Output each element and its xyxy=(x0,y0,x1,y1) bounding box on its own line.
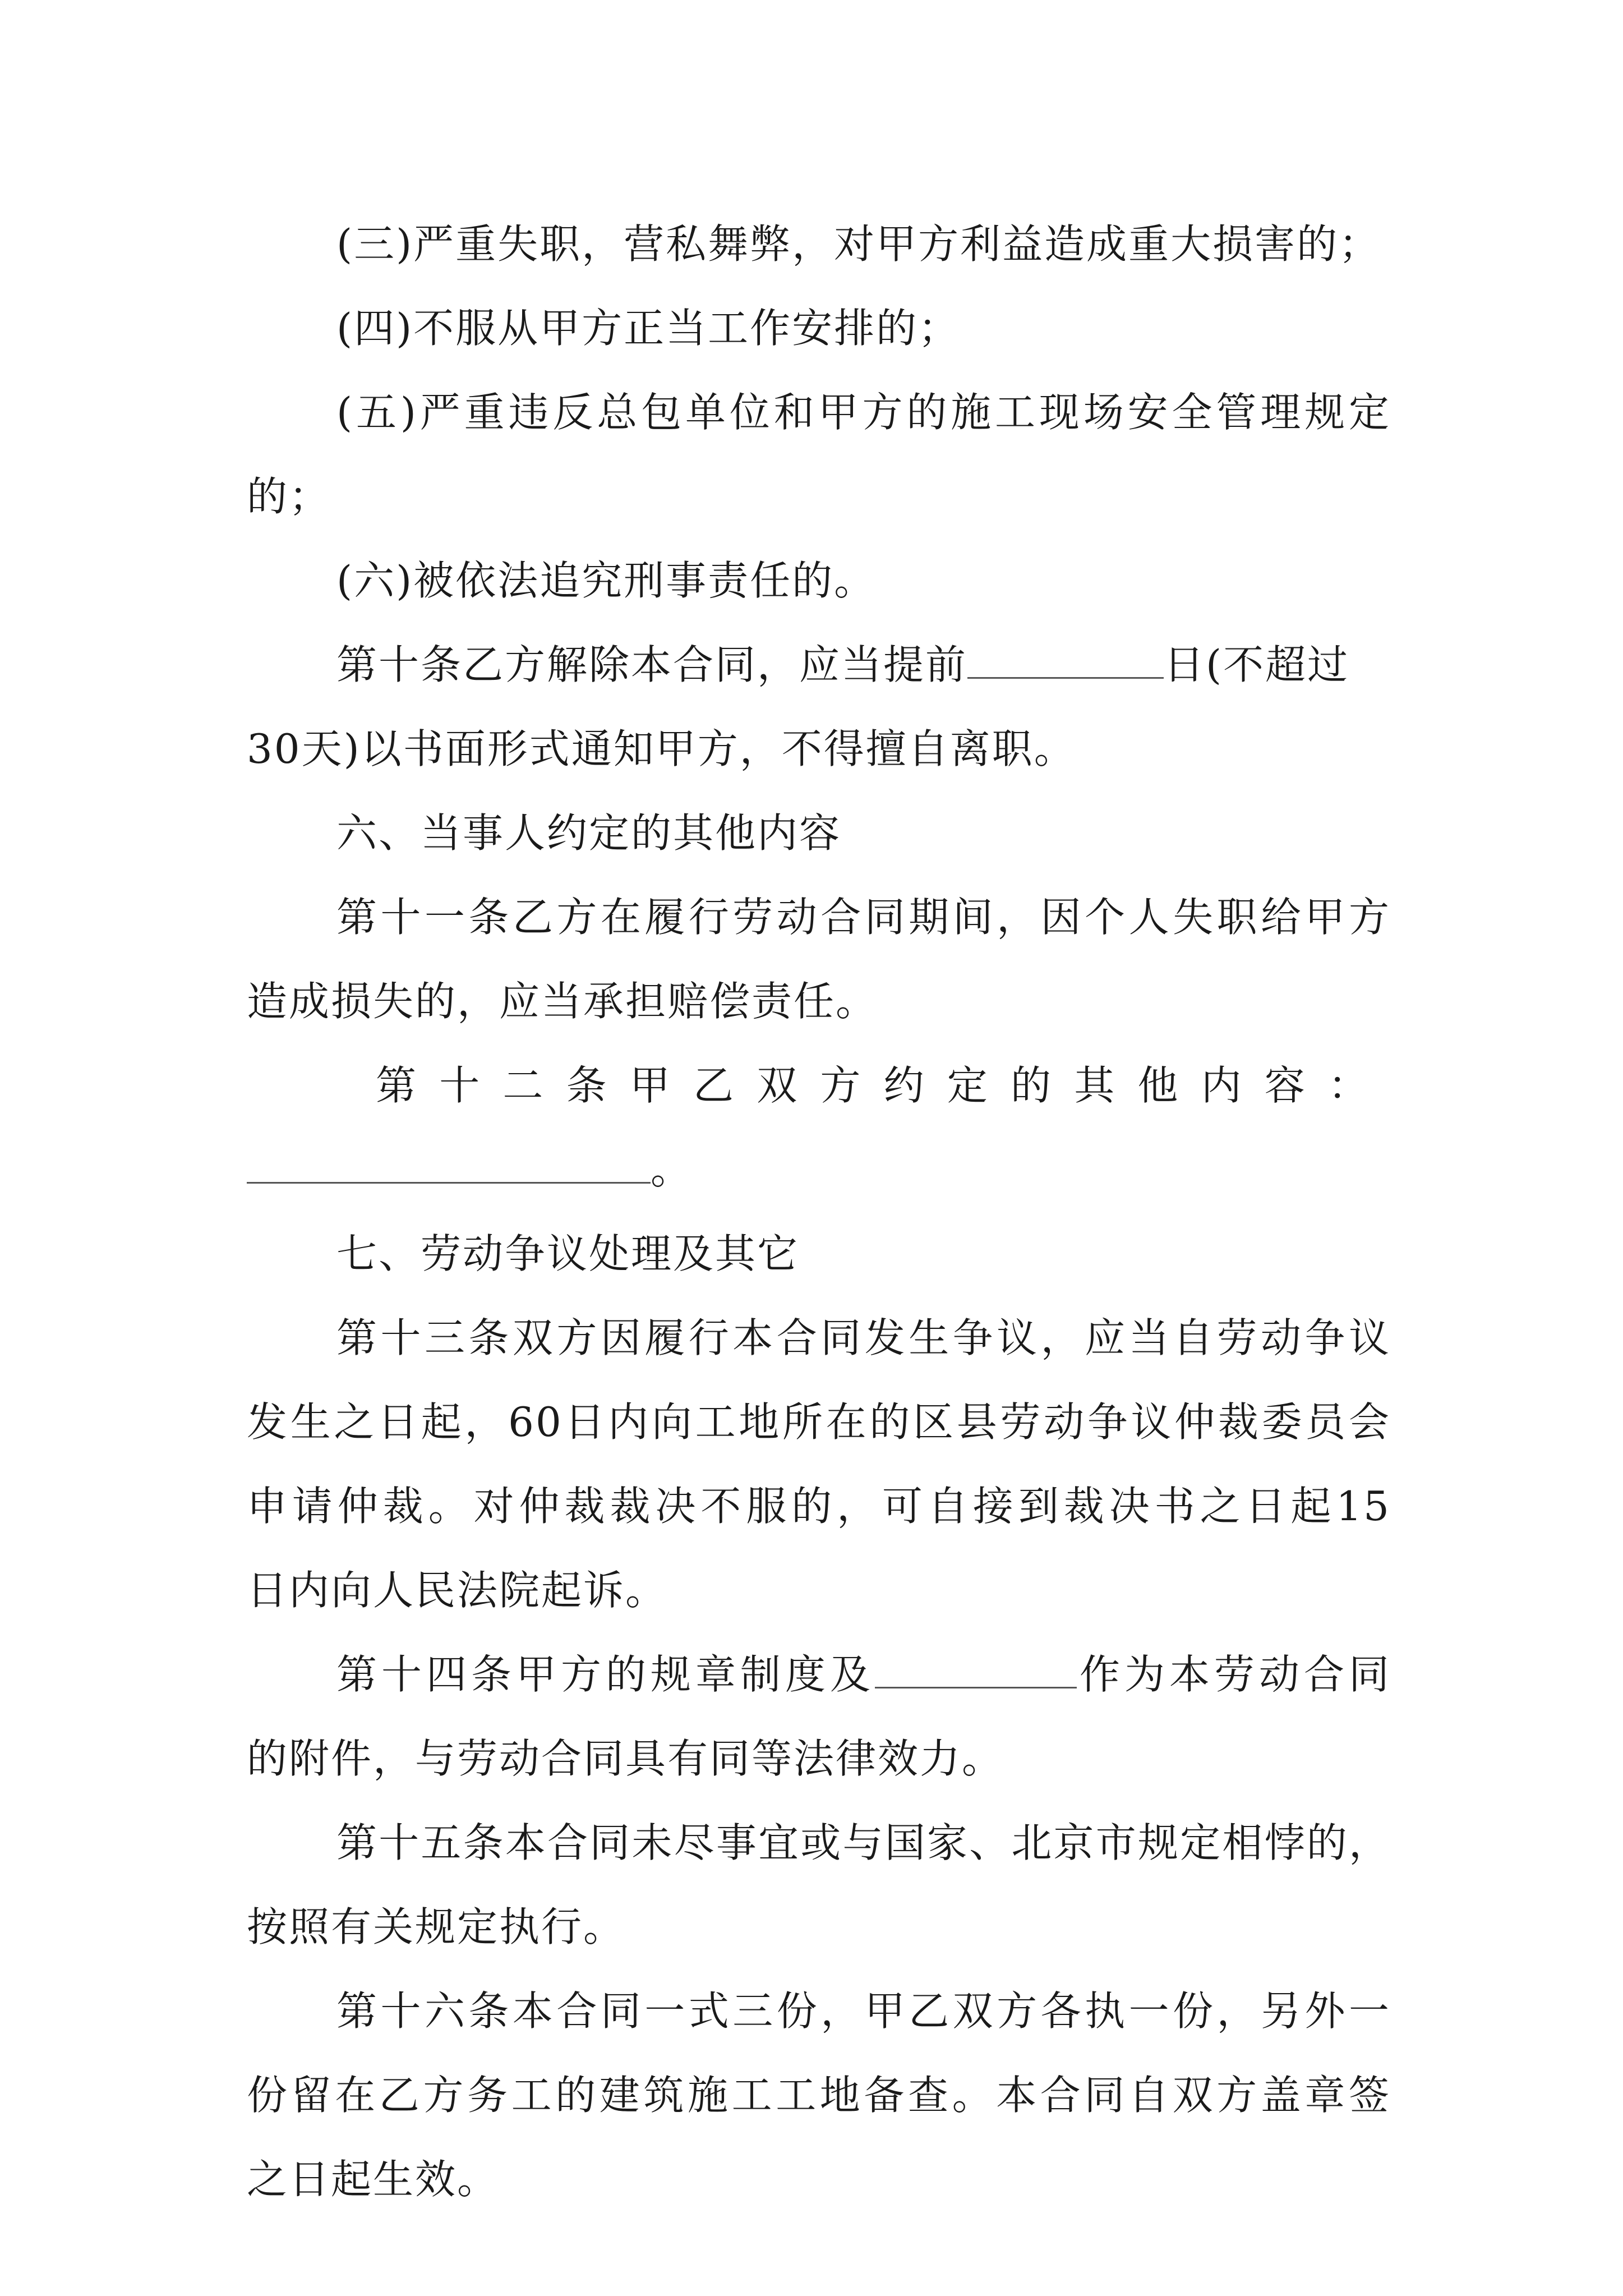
article-13-cont-2: 申请仲裁。对仲裁裁决不服的，可自接到裁决书之日起15 xyxy=(247,1483,1391,1530)
article-13-cont-3: 日内向人民法院起诉。 xyxy=(247,1567,668,1614)
article-11: 第十一条乙方在履行劳动合同期间，因个人失职给甲方 xyxy=(336,894,1391,941)
article-10-text-a: 第十条乙方解除本合同，应当提前 xyxy=(336,641,968,688)
clause-item-6: (六)被依法追究刑事责任的。 xyxy=(336,557,877,604)
article-14-text-b: 作为本劳动合同 xyxy=(1076,1651,1391,1698)
article-13: 第十三条双方因履行本合同发生争议，应当自劳动争议 xyxy=(336,1314,1391,1361)
article-11-cont: 造成损失的，应当承担赔偿责任。 xyxy=(247,978,878,1025)
section-7-heading: 七、劳动争议处理及其它 xyxy=(336,1230,800,1277)
article-10 xyxy=(336,623,1391,707)
article-14-cont: 的附件，与劳动合同具有同等法律效力。 xyxy=(247,1735,1004,1782)
article-16-cont-2: 之日起生效。 xyxy=(247,2156,500,2203)
article-10-text-b: 日(不超过 xyxy=(1164,641,1350,688)
article-12-cont xyxy=(247,1128,1391,1212)
article-14-text-a: 第十四条甲方的规章制度及 xyxy=(336,1651,875,1698)
clause-item-5: (五)严重违反总包单位和甲方的施工现场安全管理规定 xyxy=(336,389,1391,436)
article-16: 第十六条本合同一式三份，甲乙双方各执一份，另外一 xyxy=(336,1987,1391,2035)
article-14 xyxy=(336,1632,1391,1717)
clause-item-3: (三)严重失职，营私舞弊，对甲方利益造成重大损害的； xyxy=(336,220,1381,268)
notice-days-blank xyxy=(967,627,1164,679)
section-6-heading: 六、当事人约定的其他内容 xyxy=(336,809,842,857)
other-terms-blank xyxy=(247,1131,651,1184)
article-12: 第十二条甲乙双方约定的其他内容： xyxy=(376,1062,1391,1109)
article-10-cont: 30天)以书面形式通知甲方，不得擅自离职。 xyxy=(247,725,1076,772)
attachment-blank xyxy=(875,1636,1077,1688)
article-15: 第十五条本合同未尽事宜或与国家、北京市规定相悖的， xyxy=(336,1819,1391,1866)
clause-item-5-cont: 的； xyxy=(247,473,331,520)
article-12-period: 。 xyxy=(651,1146,693,1193)
article-16-cont-1: 份留在乙方务工的建筑施工工地备查。本合同自双方盖章签 xyxy=(247,2072,1391,2119)
article-15-cont: 按照有关规定执行。 xyxy=(247,1903,626,1950)
clause-item-4: (四)不服从甲方正当工作安排的； xyxy=(336,305,961,352)
article-13-cont-1: 发生之日起，60日内向工地所在的区县劳动争议仲裁委员会 xyxy=(247,1398,1391,1446)
